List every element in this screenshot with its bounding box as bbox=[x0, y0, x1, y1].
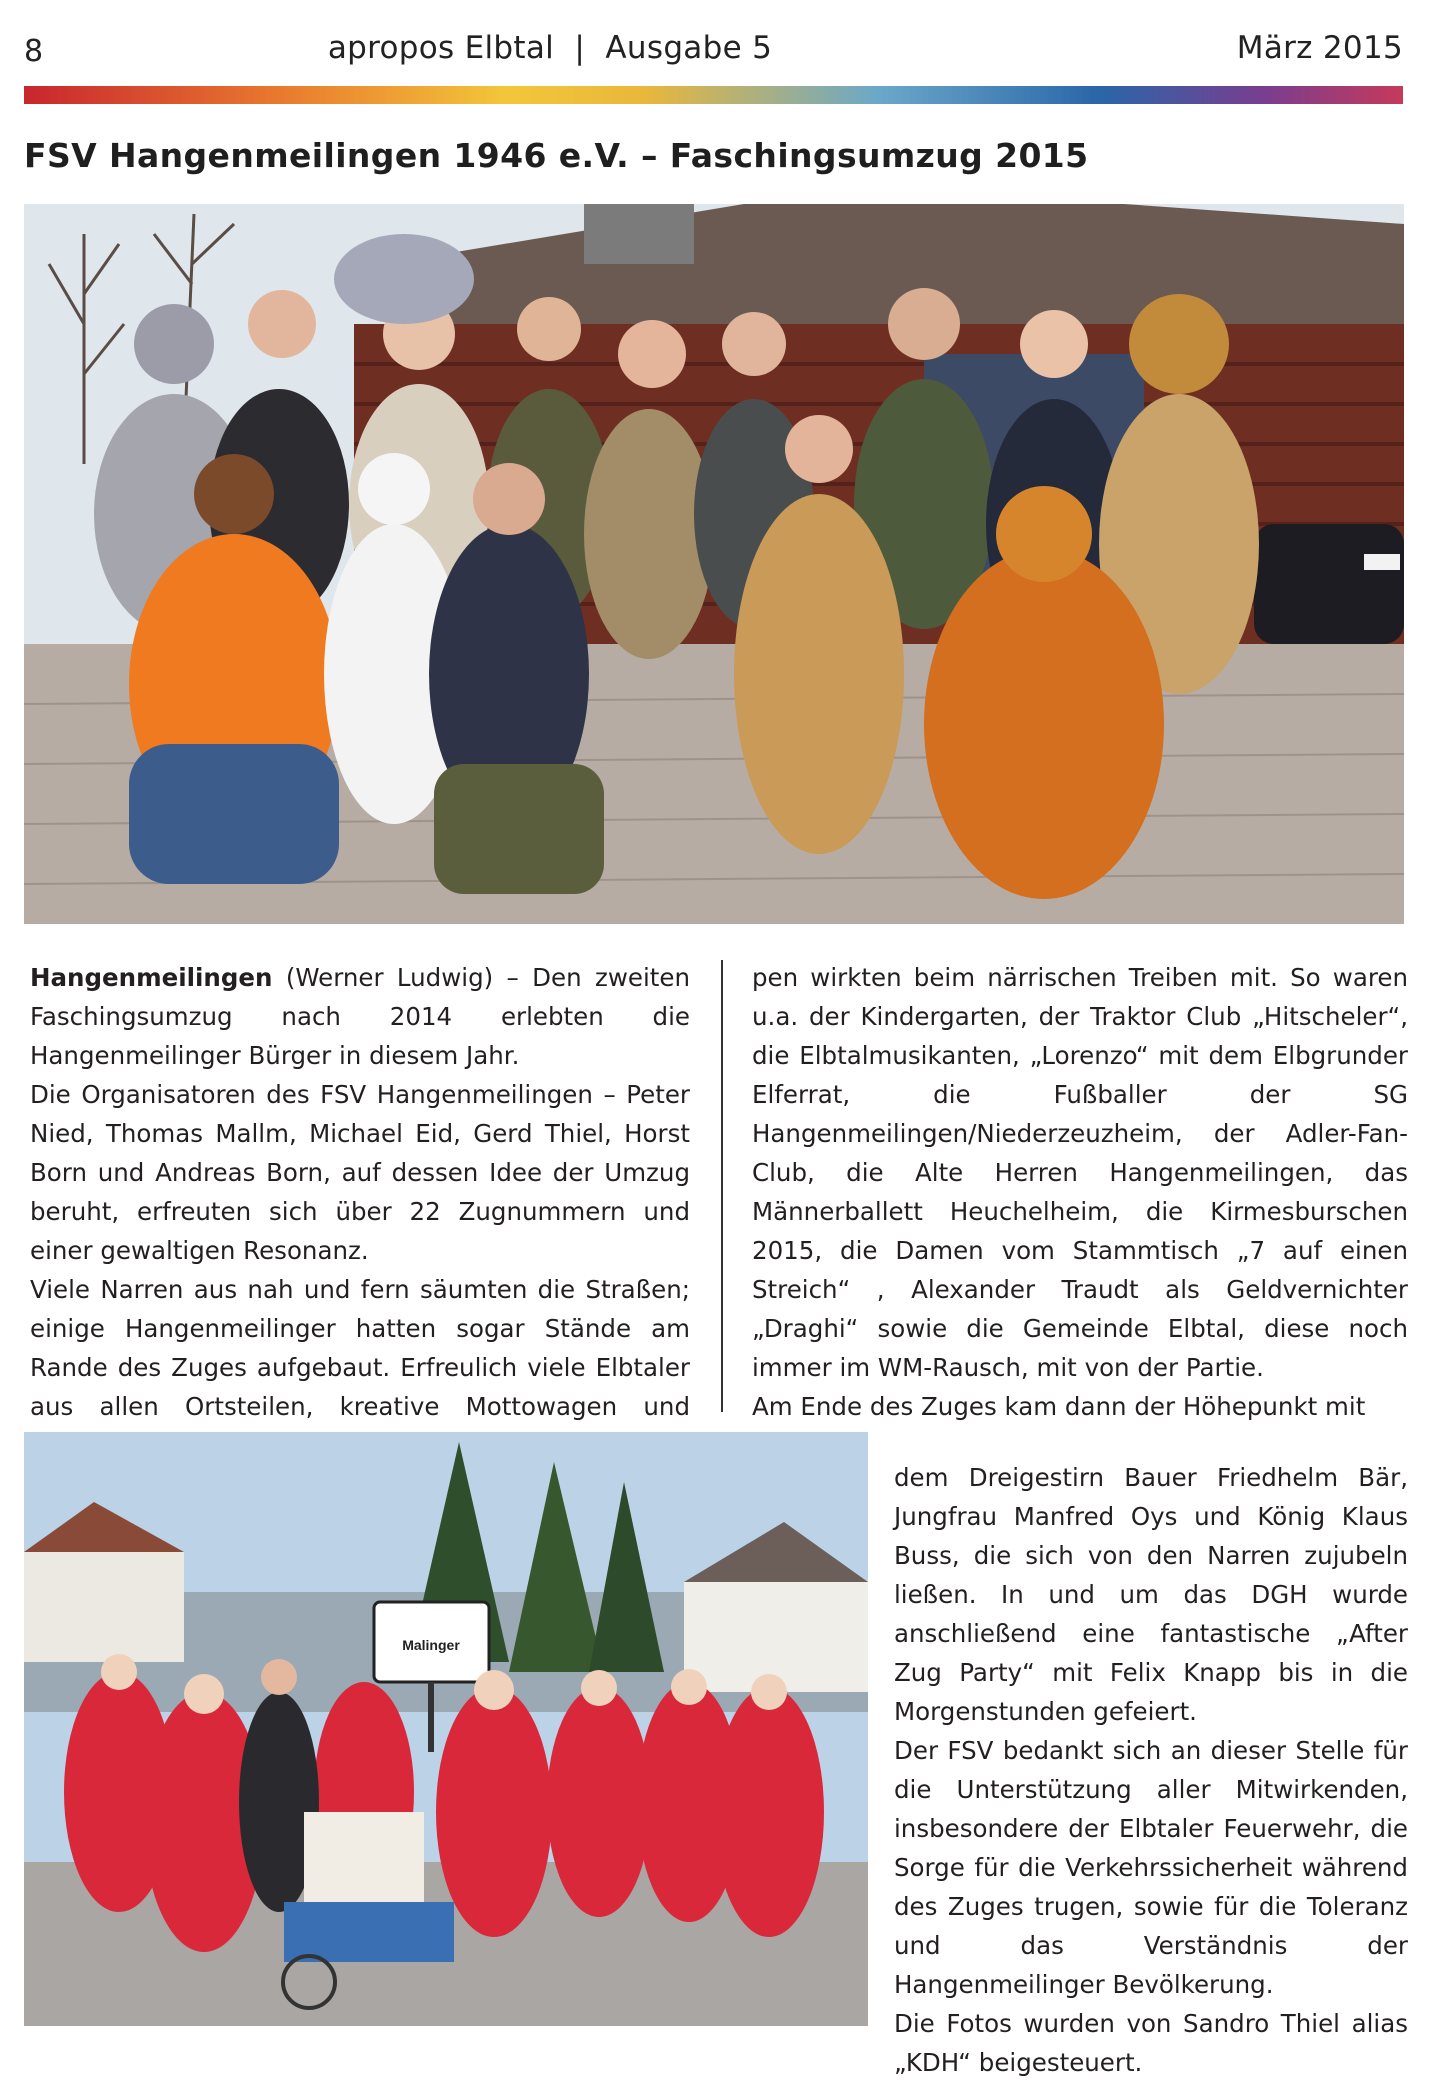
article-paragraph: Viele Narren aus nah und fern säumten die Straßen; einige Hangenmeilinger hatten sogar Stände am Rande des Zuges aufgebaut. Erfreulich viele Elbtaler aus allen Ortsteilen, kreative Mottowagen und bbox=[30, 1275, 690, 1421]
heart-costume-photo bbox=[24, 1432, 868, 2026]
article-column-2 bbox=[752, 958, 1408, 1426]
article-paragraph: Die Organisatoren des FSV Hangenmeilingen – Peter Nied, Thomas Mallm, Michael Eid, Gerd Thiel, Horst Born und Andreas Born, auf dessen Idee der Umzug beruht, erfreuten sich über 22 Zugnummern und einer gewaltigen Resonanz. bbox=[30, 1080, 690, 1265]
sign-text: Malinger bbox=[402, 1637, 460, 1653]
article-paragraph: Der FSV bedankt sich an dieser Stelle für die Unterstützung aller Mitwirkenden, insbesondere der Elbtaler Feuerwehr, die Sorge für die Verkehrssicherheit während des Zuges trugen, sowie für die Toleranz und das Verständnis der Hangenmeilinger Bevölkerung. bbox=[894, 1736, 1408, 1999]
group-costume-photo bbox=[24, 204, 1404, 924]
column-divider bbox=[721, 960, 723, 1412]
article-column-3 bbox=[894, 1458, 1408, 2082]
photo-credit: Die Fotos wurden von Sandro Thiel alias „KDH“ beigesteuert. bbox=[894, 2009, 1408, 2077]
page-number: 8 bbox=[24, 34, 44, 69]
dateline-text: (Werner Ludwig) – Den zweiten Faschingsumzug nach 2014 erlebten die Hangenmeilinger Bürger in diesem Jahr. bbox=[30, 963, 690, 1070]
rainbow-rule bbox=[24, 86, 1403, 104]
article-paragraph: pen wirkten beim närrischen Treiben mit. So waren u.a. der Kindergarten, der Traktor Club „Hitscheler“, die Elbtalmusikanten, „Lorenzo“ mit dem Elbgrunder Elferrat, die Fußballer der SG Hangenmeilingen/Niederzeuzheim, der Adler-Fan- Club, die Alte Herren Hangenmeilingen, das Männerballett Heuchelheim, die Kirmesburschen 2015, die Damen vom Stammtisch „7 auf einen Streich“ , Alexander Traudt als Geldvernichter „Draghi“ sowie die Gemeinde Elbtal, diese noch immer im WM-Rausch, mit von der Partie. bbox=[752, 963, 1408, 1382]
dateline-place: Hangenmeilingen bbox=[30, 963, 273, 992]
article-headline: FSV Hangenmeilingen 1946 e.V. – Faschingsumzug 2015 bbox=[24, 136, 1089, 175]
article-column-1 bbox=[30, 958, 690, 1465]
article-paragraph: Am Ende des Zuges kam dann der Höhepunkt mit bbox=[752, 1392, 1366, 1421]
publication-title: apropos Elbtal | Ausgabe 5 bbox=[327, 30, 773, 66]
article-paragraph: dem Dreigestirn Bauer Friedhelm Bär, Jungfrau Manfred Oys und König Klaus Buss, die sich von den Narren zujubeln ließen. In und um das DGH wurde anschließend eine fantastische „After Zug Party“ mit Felix Knapp bis in die Morgenstunden gefeiert. bbox=[894, 1463, 1408, 1726]
article-paragraph bbox=[30, 958, 690, 1075]
issue-date: März 2015 bbox=[1236, 30, 1403, 66]
